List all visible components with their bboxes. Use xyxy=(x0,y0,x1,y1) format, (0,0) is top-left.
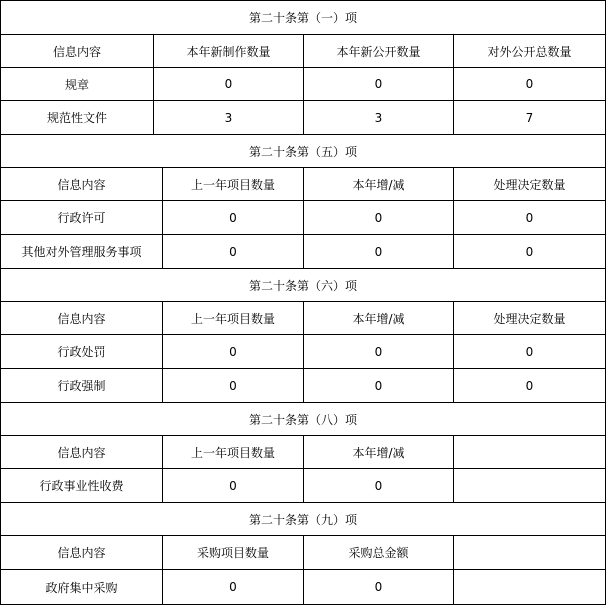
row-label: 行政强制 xyxy=(57,379,106,393)
data-cell: 0 xyxy=(224,77,233,91)
grid-line xyxy=(453,167,454,268)
data-cell: 0 xyxy=(374,478,383,493)
grid-line xyxy=(303,34,304,134)
grid-line xyxy=(162,167,163,268)
row-label: 规范性文件 xyxy=(46,111,107,125)
header-cell: 处理决定数量 xyxy=(493,177,566,192)
grid-line xyxy=(162,435,163,502)
data-cell: 0 xyxy=(525,344,534,359)
grid-line xyxy=(453,301,454,402)
row-label: 政府集中采购 xyxy=(45,580,118,595)
data-cell: 3 xyxy=(224,110,233,125)
header-cell: 信息内容 xyxy=(57,177,106,192)
row-label: 行政处罚 xyxy=(57,345,106,359)
header-cell: 处理决定数量 xyxy=(493,311,566,326)
header-cell: 信息内容 xyxy=(52,44,101,59)
header-cell: 本年新公开数量 xyxy=(336,44,421,59)
header-cell: 本年增/减 xyxy=(352,311,405,326)
data-cell: 0 xyxy=(374,378,383,393)
header-cell: 上一年项目数量 xyxy=(190,177,275,192)
row-label: 行政许可 xyxy=(57,211,106,225)
header-cell: 信息内容 xyxy=(57,445,106,460)
header-cell: 本年增/减 xyxy=(352,445,405,460)
header-cell: 上一年项目数量 xyxy=(190,445,275,460)
data-cell: 0 xyxy=(374,344,383,359)
section-title: 第二十条第（一）项 xyxy=(248,11,357,25)
data-cell: 3 xyxy=(374,110,383,125)
header-cell: 信息内容 xyxy=(57,311,106,326)
data-cell: 0 xyxy=(374,244,383,259)
grid-line xyxy=(0,134,606,135)
header-cell: 上一年项目数量 xyxy=(190,311,275,326)
section-title: 第二十条第（六）项 xyxy=(248,278,357,293)
row-label: 其他对外管理服务事项 xyxy=(21,245,142,259)
grid-line xyxy=(0,0,1,605)
data-cell: 0 xyxy=(525,77,534,91)
grid-line xyxy=(0,502,606,503)
grid-line xyxy=(453,535,454,605)
data-cell: 7 xyxy=(525,110,534,125)
grid-line xyxy=(162,301,163,402)
data-cell: 0 xyxy=(525,378,534,393)
grid-line xyxy=(0,402,606,403)
grid-line xyxy=(303,301,304,402)
data-cell: 0 xyxy=(229,580,237,594)
header-cell: 本年增/减 xyxy=(352,177,405,192)
grid-line xyxy=(0,0,606,1)
section-title: 第二十条第（八）项 xyxy=(248,412,357,427)
section-title: 第二十条第（九）项 xyxy=(248,512,357,527)
grid-line xyxy=(0,268,606,269)
header-cell: 信息内容 xyxy=(57,546,106,560)
data-cell: 0 xyxy=(374,210,383,225)
data-cell: 0 xyxy=(229,378,237,393)
data-cell: 0 xyxy=(229,244,237,259)
data-cell: 0 xyxy=(374,77,383,91)
header-cell: 采购总金额 xyxy=(348,546,409,560)
section-title: 第二十条第（五）项 xyxy=(248,144,357,159)
grid-line xyxy=(303,435,304,502)
header-cell: 对外公开总数量 xyxy=(487,44,572,59)
data-cell: 0 xyxy=(525,244,534,259)
grid-line xyxy=(453,435,454,502)
data-cell: 0 xyxy=(374,580,383,594)
row-label: 规章 xyxy=(64,77,89,92)
grid-line xyxy=(153,34,154,134)
header-cell: 采购项目数量 xyxy=(196,546,269,560)
grid-line xyxy=(453,34,454,134)
grid-line xyxy=(605,0,606,605)
row-label: 行政事业性收费 xyxy=(39,479,124,493)
data-cell: 0 xyxy=(229,344,237,359)
data-cell: 0 xyxy=(525,210,534,225)
grid-line xyxy=(303,167,304,268)
data-cell: 0 xyxy=(229,478,237,493)
data-cell: 0 xyxy=(229,210,237,225)
grid-line xyxy=(162,535,163,605)
header-cell: 本年新制作数量 xyxy=(186,44,271,59)
grid-line xyxy=(303,535,304,605)
